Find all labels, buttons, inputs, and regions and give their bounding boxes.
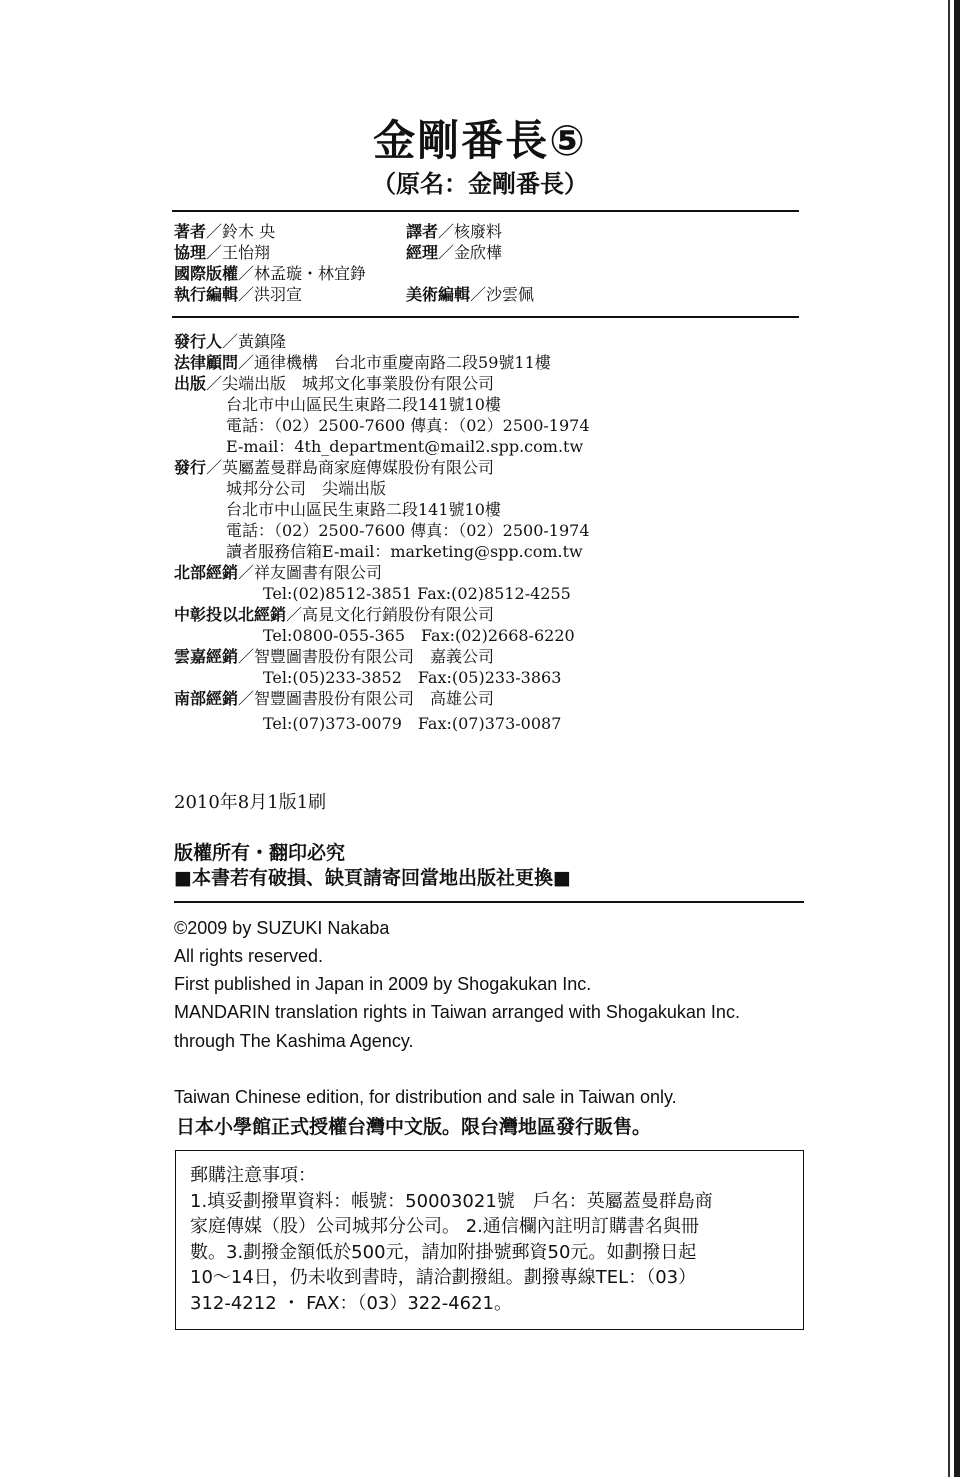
publishing-email: E-mail：4th_department@mail2.spp.com.tw <box>226 437 584 456</box>
credit-value: 鈴木 央 <box>222 222 276 241</box>
credit-label: 經理 <box>406 243 439 262</box>
credit-value: 核廢料 <box>454 222 503 241</box>
central-distributor: 中彰投以北經銷／高見文化行銷股份有限公司 <box>174 605 495 624</box>
chiayi-contact: Tel:(05)233-3852 Fax:(05)233-3863 <box>263 668 562 687</box>
credit-value: 王怡翔 <box>222 243 271 262</box>
taiwan-edition-chinese: 日本小學館正式授權台灣中文版。限台灣地區發行販售。 <box>176 1116 652 1138</box>
copyright-line: All rights reserved. <box>174 946 324 966</box>
divider <box>174 901 804 903</box>
credit-value: 林孟璇・林宜錚 <box>254 264 367 283</box>
credit-value: 沙雲佩 <box>486 285 535 304</box>
edition-date: 2010年8月1版1刷 <box>174 792 327 813</box>
publisher-line: 發行人／黃鎮隆 <box>174 332 287 351</box>
legal-counsel-line: 法律顧問／通律機構 台北市重慶南路二段59號11樓 <box>174 353 551 372</box>
copyright-line: through The Kashima Agency. <box>174 1031 414 1051</box>
damage-return-notice: ■本書若有破損、缺頁請寄回當地出版社更換■ <box>174 867 571 889</box>
mail-order-heading: 郵購注意事項： <box>190 1165 316 1186</box>
credit-label: 協理 <box>174 243 207 262</box>
credit-label: 國際版權 <box>174 264 239 283</box>
page-edge-line <box>948 0 950 1477</box>
mail-order-line: 1.填妥劃撥單資料：帳號：50003021號 戶名：英屬蓋曼群島商 <box>190 1190 713 1212</box>
credit-international-rights: 國際版權／林孟璇・林宜錚 <box>174 264 367 283</box>
credit-author: 著者／鈴木 央 <box>174 222 276 241</box>
taiwan-edition-english: Taiwan Chinese edition, for distribution and sale in Taiwan only. <box>174 1087 677 1107</box>
credit-label: 美術編輯 <box>406 285 471 304</box>
copyright-line: ©2009 by SUZUKI Nakaba <box>174 918 390 938</box>
mail-order-line: 312-4212 ・ FAX：（03）322-4621。 <box>190 1292 513 1314</box>
credit-value: 洪羽宣 <box>254 285 303 304</box>
credit-label: 譯者 <box>406 222 439 241</box>
south-distributor: 南部經銷／智豐圖書股份有限公司 高雄公司 <box>174 689 495 708</box>
book-title: 金剛番長⑤ <box>373 116 587 165</box>
publishing-phone: 電話：（02）2500-7600 傳真：（02）2500-1974 <box>226 416 590 435</box>
credit-label: 執行編輯 <box>174 285 239 304</box>
mail-order-line: 家庭傳媒（股）公司城邦分公司。 2.通信欄內註明訂購書名與冊 <box>190 1216 699 1237</box>
credit-translator: 譯者／核廢料 <box>406 222 503 241</box>
mail-order-line: 數。3.劃撥金額低於500元，請加附掛號郵資50元。如劃撥日起 <box>190 1241 697 1263</box>
credit-art-editor: 美術編輯／沙雲佩 <box>406 285 535 304</box>
credit-label: 著者 <box>174 222 207 241</box>
distributor-line: 發行／英屬蓋曼群島商家庭傳媒股份有限公司 <box>174 458 495 477</box>
publishing-address: 台北市中山區民生東路二段141號10樓 <box>226 395 501 414</box>
rights-reserved-zh: 版權所有・翻印必究 <box>174 842 346 864</box>
distributor-branch: 城邦分公司 尖端出版 <box>226 479 387 498</box>
south-contact: Tel:(07)373-0079 Fax:(07)373-0087 <box>263 714 562 733</box>
mail-order-notice-box <box>175 1150 804 1330</box>
distributor-email: 讀者服務信箱E-mail：marketing@spp.com.tw <box>226 542 583 561</box>
copyright-line: First published in Japan in 2009 by Shogakukan Inc. <box>174 974 592 994</box>
distributor-address: 台北市中山區民生東路二段141號10樓 <box>226 500 501 519</box>
distributor-phone: 電話：（02）2500-7600 傳真：（02）2500-1974 <box>226 521 590 540</box>
north-contact: Tel:(02)8512-3851 Fax:(02)8512-4255 <box>263 584 571 603</box>
north-distributor: 北部經銷／祥友圖書有限公司 <box>174 563 383 582</box>
credit-assistant-manager: 協理／王怡翔 <box>174 243 271 262</box>
central-contact: Tel:0800-055-365 Fax:(02)2668-6220 <box>263 626 575 645</box>
divider <box>172 210 799 212</box>
mail-order-line: 10～14日，仍未收到書時，請洽劃撥組。劃撥專線TEL：（03） <box>190 1267 697 1288</box>
credit-value: 金欣樺 <box>454 243 503 262</box>
publishing-house-line: 出版／尖端出版 城邦文化事業股份有限公司 <box>174 374 495 393</box>
page-edge-bar <box>954 0 960 1477</box>
credit-manager: 經理／金欣樺 <box>406 243 503 262</box>
credit-editor: 執行編輯／洪羽宣 <box>174 285 303 304</box>
copyright-line: MANDARIN translation rights in Taiwan arranged with Shogakukan Inc. <box>174 1002 740 1022</box>
original-title: （原名：金剛番長） <box>372 170 588 198</box>
divider <box>172 316 799 318</box>
chiayi-distributor: 雲嘉經銷／智豐圖書股份有限公司 嘉義公司 <box>174 647 495 666</box>
